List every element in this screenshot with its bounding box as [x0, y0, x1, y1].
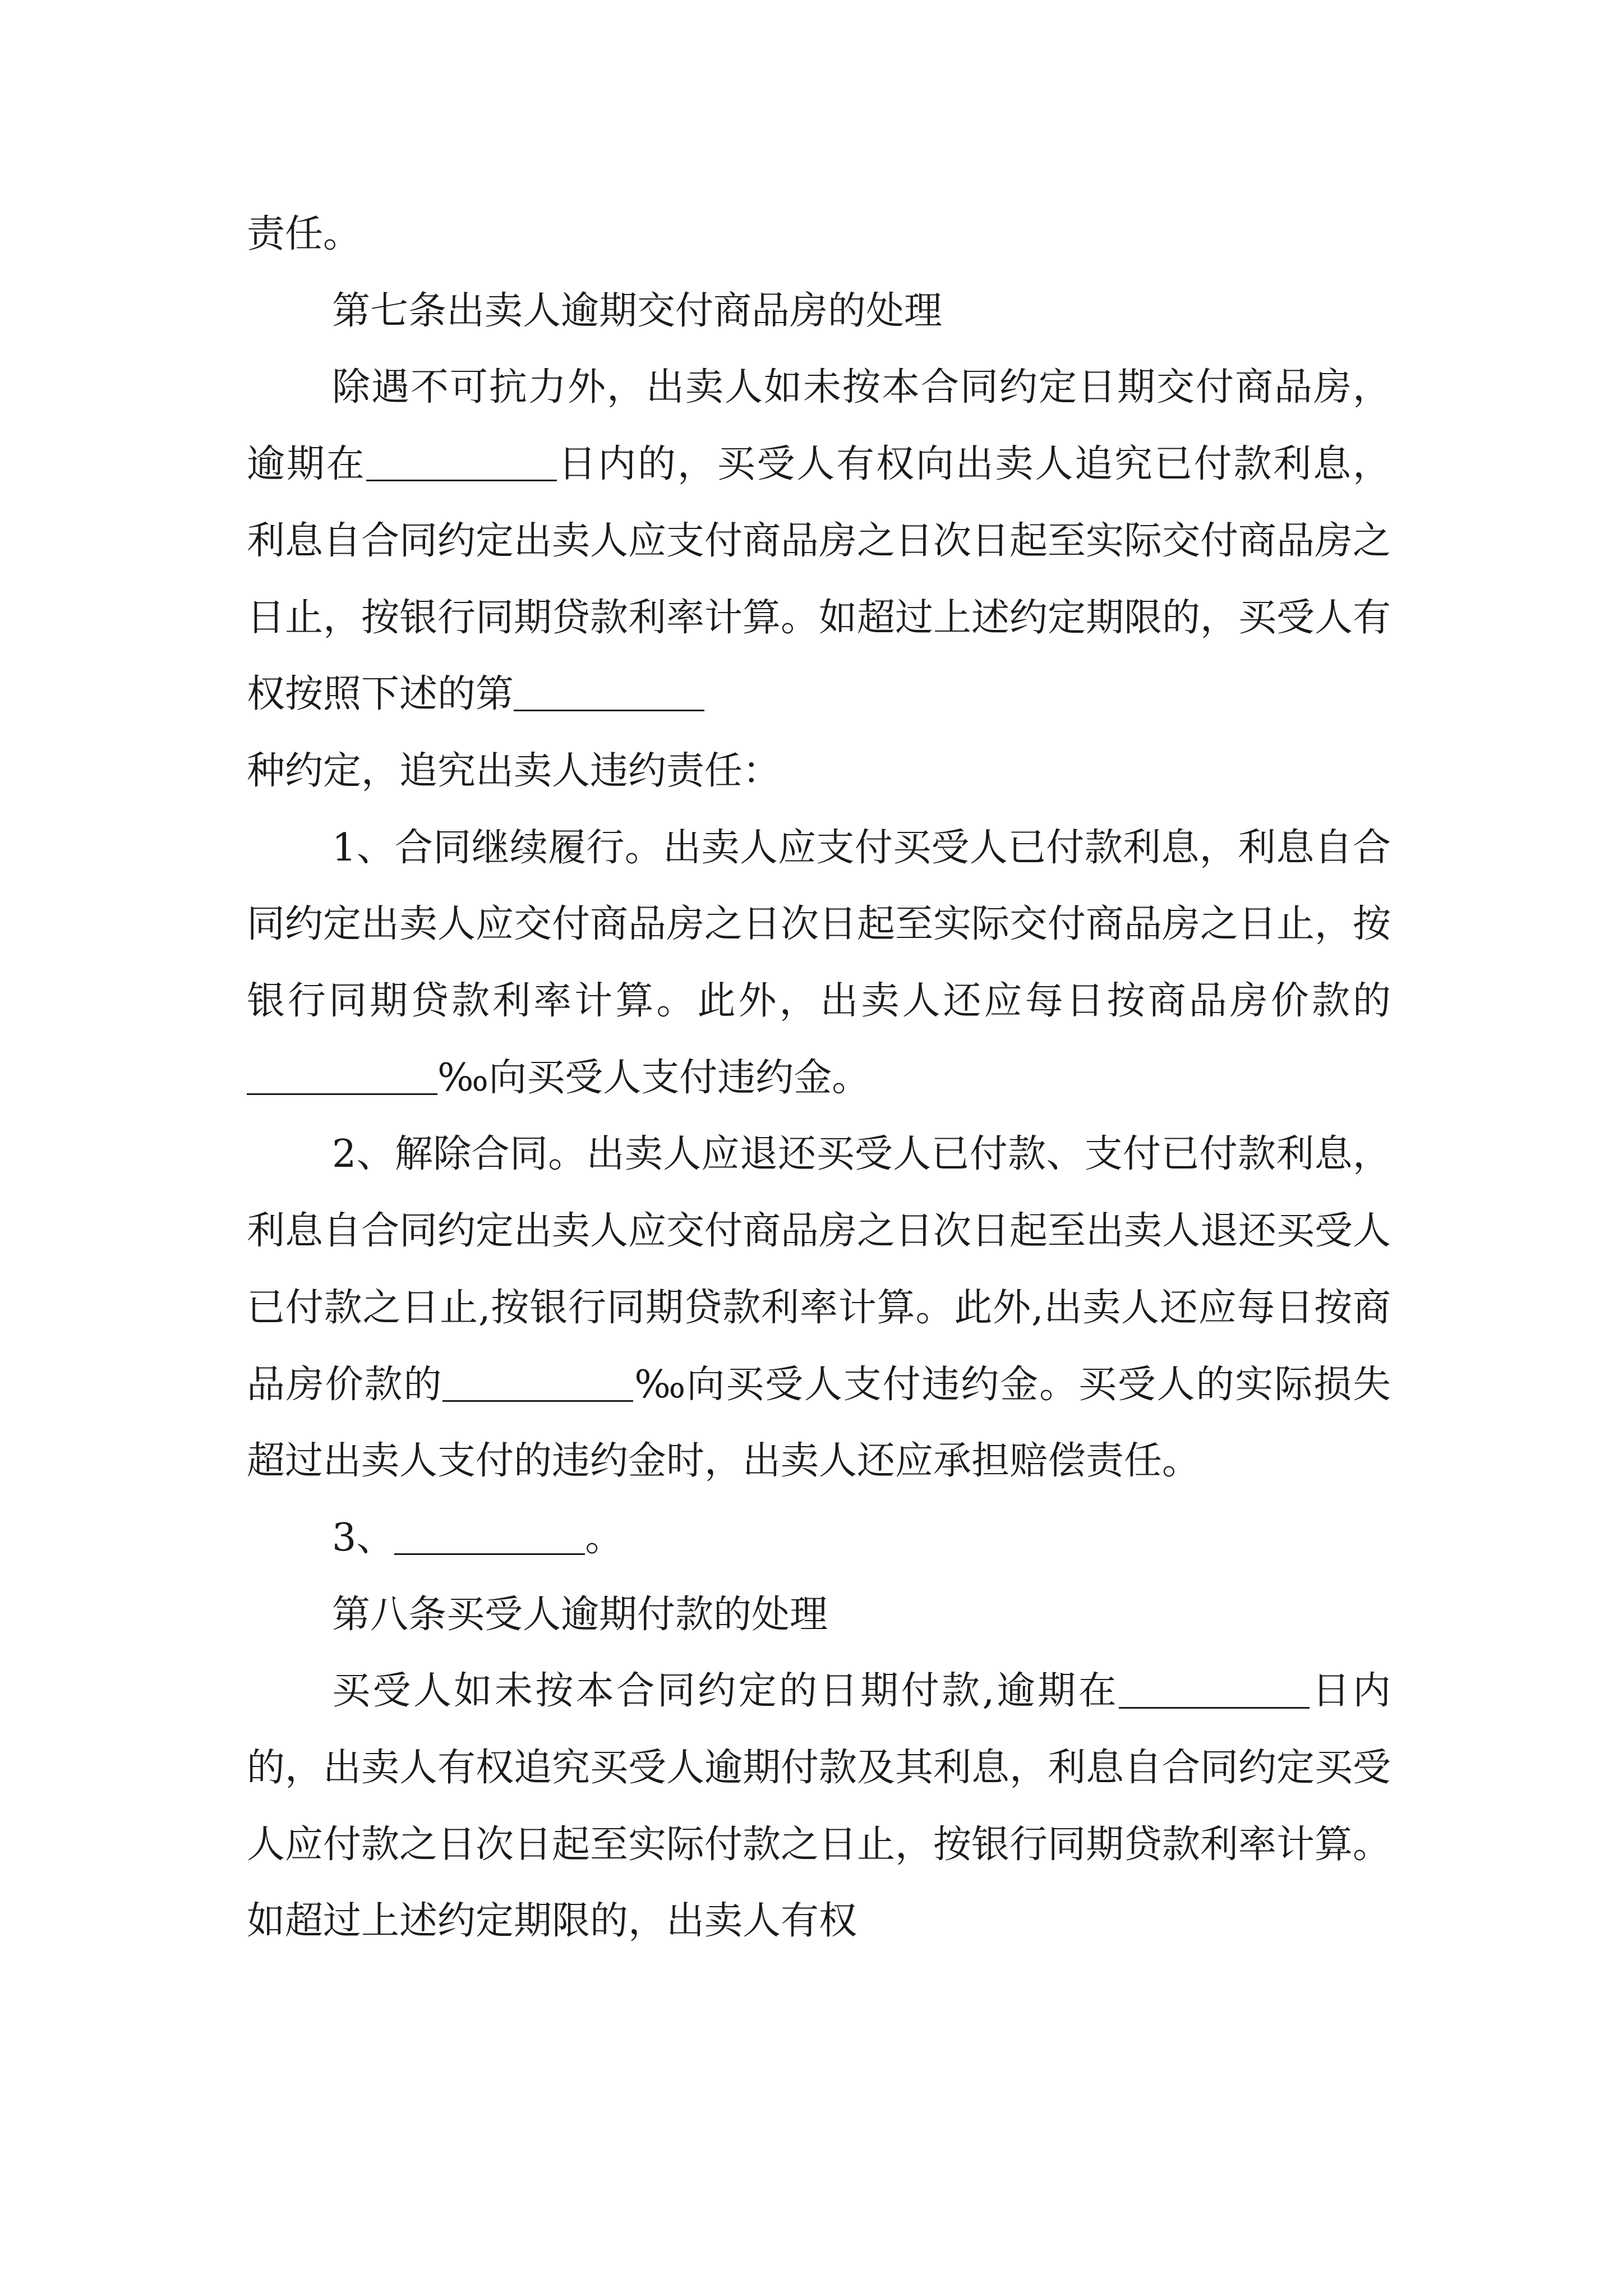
text-run: 种约定，追究出卖人违约责任： — [247, 748, 781, 793]
text-run: 3、 — [332, 1515, 395, 1560]
text-run: 。 — [585, 1515, 624, 1560]
article-7-item-1 — [247, 810, 1391, 1117]
article-7-item-2 — [247, 1116, 1391, 1500]
text-run: 2、解除合同。出卖人应退还买受人已付款、支付已付款利息，利息自合同约定出卖人应交付商品房之日次日起至出卖人退还买受人已付款之日止,按银行同期贷款利率计算。此外,出卖人还应每日按商品房价款的 — [247, 1132, 1391, 1407]
article-7-item-3 — [247, 1500, 1391, 1577]
article-7-heading — [247, 273, 1391, 350]
blank-field — [366, 441, 557, 481]
paragraph-continuation — [247, 196, 1391, 273]
text-run: 日内的，买受人有权向出卖人追究已付款利息，利息自合同约定出卖人应支付商品房之日次日起至实际交付商品房之日止，按银行同期贷款利率计算。如超过上述约定期限的，买受人有权按照下述的第 — [247, 442, 1391, 717]
text-run: 除遇不可抗力外，出卖人如未按本合同约定日期交付商品房，逾期在 — [247, 365, 1391, 487]
article-8-heading — [247, 1577, 1391, 1654]
text-run: 1、合同继续履行。出卖人应支付买受人已付款利息，利息自合同约定出卖人应交付商品房之日次日起至实际交付商品房之日止，按银行同期贷款利率计算。此外，出卖人还应每日按商品房价款的 — [247, 825, 1391, 1024]
article-8-paragraph — [247, 1653, 1391, 1960]
blank-field — [442, 1362, 633, 1402]
blank-field — [514, 671, 704, 711]
text-run: 日内的，出卖人有权追究买受人逾期付款及其利息，利息自合同约定买受人应付款之日次日起至实际付款之日止，按银行同期贷款利率计算。如超过上述约定期限的，出卖人有权 — [247, 1669, 1391, 1944]
text-run: 买受人如未按本合同约定的日期付款,逾期在 — [332, 1669, 1119, 1714]
text-run: 责任。 — [247, 212, 362, 256]
document-body — [247, 196, 1391, 1960]
text-run: ‰向买受人支付违约金。 — [437, 1055, 870, 1100]
text-run: 第七条出卖人逾期交付商品房的处理 — [332, 288, 943, 333]
blank-field — [1119, 1669, 1310, 1709]
blank-field — [394, 1515, 585, 1555]
text-run: 第八条买受人逾期付款的处理 — [332, 1592, 828, 1637]
article-7-paragraph — [247, 349, 1391, 809]
blank-field — [247, 1055, 437, 1095]
text-run: ‰向买受人支付违约金。买受人的实际损失超过出卖人支付的违约金时，出卖人还应承担赔偿责任。 — [247, 1362, 1391, 1484]
